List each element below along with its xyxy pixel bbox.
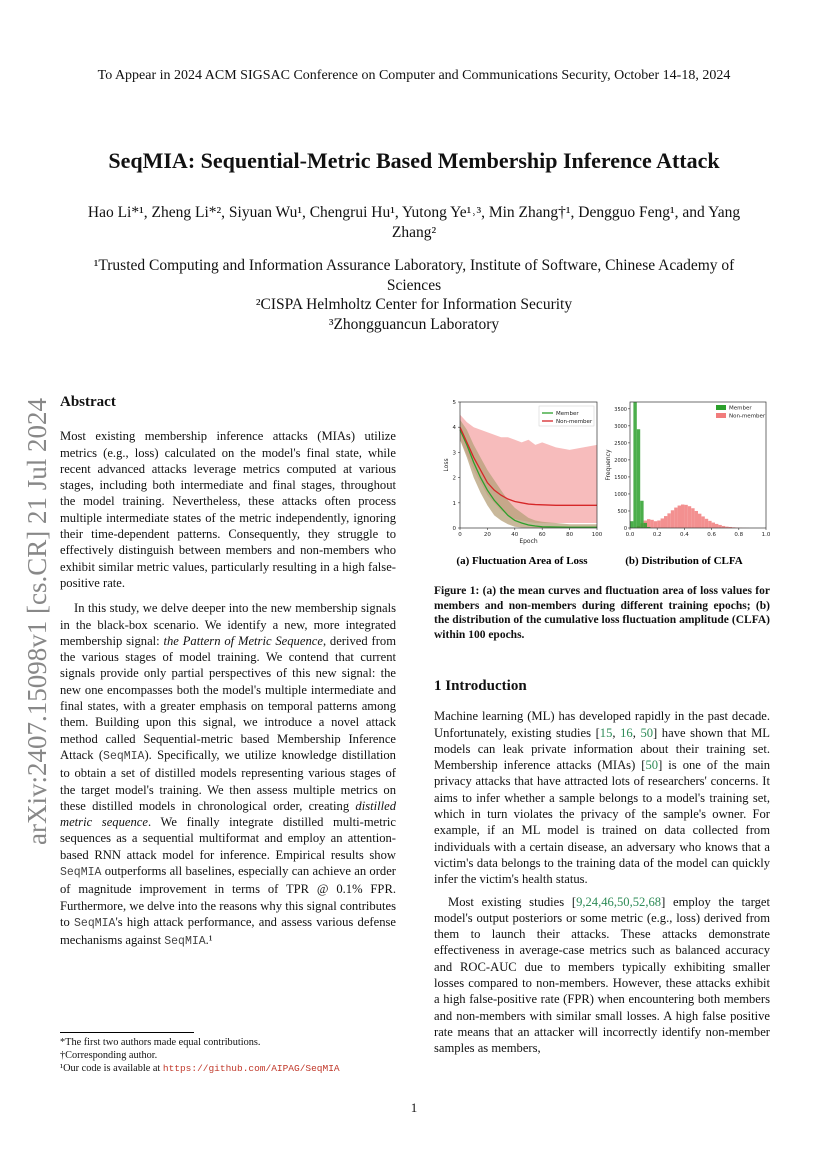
- bar-non-member: [650, 520, 653, 528]
- author-line-2: Zhang²: [391, 224, 437, 241]
- y-tick-label: 0: [452, 526, 456, 532]
- bar-non-member: [654, 521, 657, 528]
- bar-non-member: [712, 523, 715, 528]
- citation[interactable]: 50: [645, 758, 659, 773]
- bar-non-member: [681, 505, 684, 528]
- bar-non-member: [691, 508, 694, 528]
- intro-heading: 1 Introduction: [434, 678, 527, 694]
- bar-non-member: [667, 513, 670, 528]
- bar-non-member: [664, 516, 667, 528]
- figure-1-charts: [432, 396, 772, 576]
- x-axis-label: Epoch: [519, 538, 538, 545]
- affiliations: [50, 256, 778, 334]
- x-tick-label: 40: [511, 532, 519, 538]
- y-tick-label: 5: [452, 400, 456, 406]
- introduction-section: [434, 678, 770, 1063]
- chart-loss-fluctuation: [443, 400, 603, 545]
- bar-member: [630, 521, 633, 528]
- bar-member: [633, 402, 636, 528]
- y-tick-label: 500: [617, 508, 627, 515]
- y-tick-label: 2: [452, 475, 456, 482]
- bar-non-member: [661, 518, 664, 528]
- arxiv-stamp: [14, 375, 56, 845]
- intro-paragraph-2: Most existing studies [9,24,46,50,52,68] employ the target model's output posteriors or some metric (e.g., loss) derived from them to launch their attacks. These attacks demonstrate effectiveness in average-case metrics such as balanced accuracy and ROC-AUC due to members typically exhibiting smaller losses compared to non-members. However, these attacks exhibit a high false-positive rate (FPR) when encountering both members and non-members with similar small losses. A high false positive rate means that an attacker will incorrectly identify non-member samples as members,: [434, 894, 770, 1056]
- paper-title: SeqMIA: Sequential-Metric Based Membership Inference Attack: [108, 148, 720, 173]
- y-axis-label: Frequency: [605, 449, 612, 481]
- bar-non-member: [647, 519, 650, 528]
- bar-non-member: [715, 524, 718, 528]
- x-tick-label: 60: [538, 532, 546, 538]
- y-tick-label: 2500: [614, 440, 627, 447]
- bar-non-member: [674, 508, 677, 528]
- y-tick-label: 2000: [614, 457, 627, 464]
- author-line-1: Hao Li*¹, Zheng Li*², Siyuan Wu¹, Chengrui Hu¹, Yutong Ye¹˒³, Min Zhang†¹, Dengguo Feng¹, and Yang: [87, 204, 741, 221]
- bar-non-member: [671, 510, 674, 528]
- bar-non-member: [705, 519, 708, 528]
- affiliation-1-cont: Sciences: [386, 276, 442, 294]
- footnote-2: †Corresponding author.: [60, 1050, 158, 1061]
- legend-label: Non-member: [729, 413, 766, 420]
- citation[interactable]: 15: [599, 725, 613, 740]
- bar-non-member: [701, 516, 704, 528]
- x-tick-label: 0: [458, 532, 462, 538]
- affiliation-3: ³Zhongguancun Laboratory: [328, 315, 500, 333]
- bar-non-member: [684, 505, 687, 528]
- legend-swatch: [716, 413, 726, 418]
- x-tick-label: 0.8: [734, 532, 744, 538]
- venue-line: To Appear in 2024 ACM SIGSAC Conference on Computer and Communications Security, October 14-18, 2024: [97, 68, 731, 83]
- y-axis-label: Loss: [443, 458, 450, 472]
- bar-member: [640, 501, 643, 528]
- chart-clfa-distribution: [605, 402, 771, 538]
- bar-non-member: [718, 525, 721, 528]
- x-tick-label: 0.2: [652, 532, 662, 538]
- abstract-section: [60, 394, 396, 960]
- y-tick-label: 1000: [614, 491, 627, 498]
- y-tick-label: 3500: [614, 406, 627, 413]
- bar-non-member: [708, 521, 711, 528]
- abstract-paragraph-2: In this study, we delve deeper into the new membership signals in the black-box scenario. We identify a new, more integrated membership signal: the Pattern of Metric Sequence, derived from the various stages of model training. We contend that current signals provide only partial perspectives of this new signal: the new one encompasses both the model's multiple intermediate and final states, with a greater emphasis on temporal patterns among them. Building upon this signal, we introduce a novel attack method called Sequential-metric based Membership Inference Attack (SeqMIA). Specifically, we utilize knowledge distillation to obtain a set of distilled models representing various stages of the target model's training. We then assess multiple metrics on these distilled models in chronological order, creating distilled metric sequence. We finally integrate distilled multi-metric sequences as a sequential multiformat and employ an attention-based RNN attack model for inference. Empirical results show SeqMIA outperforms all baselines, especially can achieve an order of magnitude improvement in terms of TPR @ 0.1% FPR. Furthermore, we delve into the reasons why this signal contributes to SeqMIA's high attack performance, and assess various defense mechanisms against SeqMIA.¹: [60, 601, 396, 949]
- y-tick-label: 1: [452, 500, 456, 507]
- x-tick-label: 100: [591, 532, 603, 538]
- bar-non-member: [688, 506, 691, 528]
- abstract-heading: Abstract: [60, 394, 116, 410]
- legend-label: Member: [556, 411, 579, 417]
- y-tick-label: 0: [623, 526, 627, 532]
- x-tick-label: 80: [566, 532, 574, 538]
- y-tick-label: 3000: [614, 423, 627, 430]
- bar-non-member: [678, 506, 681, 528]
- x-tick-label: 1.0: [761, 532, 771, 538]
- bar-non-member: [657, 521, 660, 528]
- legend-label: Member: [729, 405, 752, 412]
- affiliation-1: ¹Trusted Computing and Information Assurance Laboratory, Institute of Software, Chinese Academy of: [93, 257, 735, 274]
- axes-frame: [630, 402, 766, 528]
- x-tick-label: 20: [483, 532, 491, 538]
- footnote-3: ¹Our code is available at https://github.com/AIPAG/SeqMIA: [60, 1063, 340, 1074]
- citation-group[interactable]: 9,24,46,50,52,68: [576, 894, 662, 909]
- legend-swatch: [716, 405, 726, 410]
- subcaption-b: (b) Distribution of CLFA: [625, 555, 743, 567]
- code-link[interactable]: https://github.com/AIPAG/SeqMIA: [162, 1063, 340, 1074]
- y-tick-label: 1500: [614, 474, 627, 481]
- subcaption-a: (a) Fluctuation Area of Loss: [456, 555, 588, 567]
- y-tick-label: 3: [452, 450, 456, 457]
- abstract-paragraph-1: Most existing membership inference attacks (MIAs) utilize metrics (e.g., loss) calculated on the model's final state, while recent advanced attacks leverage metrics computed at various stages, including both intermediate and final stages, throughout the model training. Nevertheless, these attacks often process multiple intermediate states of the metric independently, ignoring their time-dependent patterns. Consequently, they struggle to effectively distinguish between members and non-members who exhibit similar metric values, particularly resulting in a high false-positive rate.: [60, 429, 396, 590]
- arxiv-id: arXiv:2407.15098v1 [cs.CR] 21 Jul 2024: [22, 398, 52, 845]
- citation[interactable]: 50: [640, 725, 654, 740]
- intro-paragraph-1: Machine learning (ML) has developed rapidly in the past decade. Unfortunately, existing studies [15, 16, 50] have shown that ML models can leak private information about their training set. Membership inference attacks (MIAs) [50] is one of the main privacy attacks that have attracted lots of researchers' concerns. It aims to infer whether a sample belongs to a model's training set, which in turn violates the privacy of the sample's owner. For example, if an ML model is trained on data collected from individuals with a certain disease, an adversary who knows that a victim's data belongs to the training data of the model can quickly infer the victim's health status.: [434, 709, 771, 887]
- x-tick-label: 0.4: [680, 532, 689, 538]
- legend-label: Non-member: [556, 419, 593, 425]
- x-tick-label: 0.6: [707, 532, 716, 538]
- y-tick-label: 4: [452, 425, 456, 432]
- footnote-1: *The first two authors made equal contributions.: [60, 1037, 261, 1048]
- footnotes: [60, 1036, 400, 1075]
- bar-member: [644, 523, 647, 528]
- author-list: [50, 203, 778, 243]
- bar-member: [637, 429, 640, 528]
- x-tick-label: 0.0: [625, 532, 635, 538]
- bar-non-member: [695, 511, 698, 528]
- affiliation-2: ²CISPA Helmholtz Center for Information Security: [255, 296, 573, 313]
- page-number: 1: [410, 1100, 418, 1115]
- footnote-rule: [60, 1032, 194, 1033]
- figure-caption: Figure 1: (a) the mean curves and fluctuation area of loss values for members and non-members during different training epochs; (b) the distribution of the cumulative loss fluctuation amplitude (CLFA) within 100 epochs.: [434, 585, 770, 642]
- figure-1: [432, 396, 772, 576]
- bar-non-member: [698, 514, 701, 528]
- citation[interactable]: 16: [620, 725, 633, 740]
